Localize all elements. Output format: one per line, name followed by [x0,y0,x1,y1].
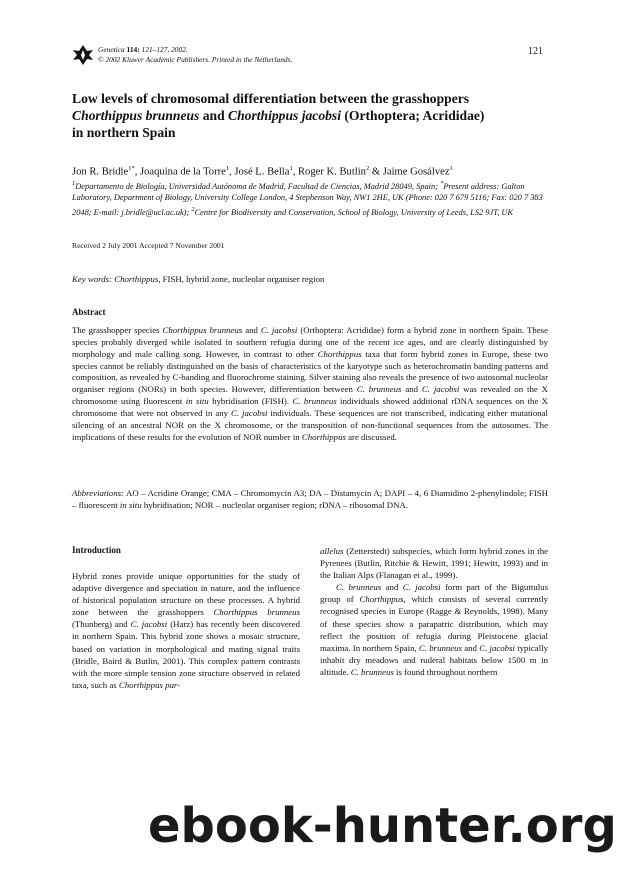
abstract-text: and [242,325,261,335]
introduction-heading: Introduction [72,545,121,555]
abstract-italic: Chorthippus brunneus [162,325,243,335]
abbreviations-label: Abbreviations: [72,488,124,498]
intro-italic: Chorthippus [359,594,404,605]
keywords [72,274,552,284]
abstract-text: individuals showed additional rDNA sequences on the X chromosome that were not observed in any [72,396,548,418]
author-5: & Jaime Gosálvez [369,166,450,178]
author-4-sup: 2 [365,165,370,172]
author-1: Jon R. Bridle [72,166,129,178]
abstract-italic: C. jacobsi [421,384,460,395]
intro-text: (Zetterstedt) subspecies, which form hybrid zones in the Pyrenees (Butlin, Ritchie & Hewitt, 1991; Hewitt, 1993) and in the Italian Alps (Flanagan et al., 1999). [320,546,548,581]
abstract-text: individuals. These sequences are not transcribed, indicating either mutational silencing of an ancestral NOR on the X chromosome, or the transposition of non-functional sequences from the autosomes. The implications of these results for the evolution of NOR number in [72,407,548,442]
watermark-text: ebook-hunter.org [148,798,617,854]
intro-italic-partial: Chorthippus par- [118,679,181,690]
abstract-text: are discussed. [345,431,397,442]
author-4: , Roger K. Butlin [292,166,366,178]
introduction-column-left [72,570,300,691]
abbreviations-text: AO – Acridine Orange; CMA – Chromomycin A3; DA – Distamycin A; DAPI – 4, 6 Diamidino 2-phenylindole; FISH – fluorescent [72,488,548,510]
abstract-italic: C. brunneus [356,384,402,395]
intro-italic: C. brunneus [418,642,462,653]
affil-1: Departamento de Biología, Universidad Autónoma de Madrid, Facultad de Ciencias, Madrid 28049, Spain; [75,181,438,191]
intro-italic: Chorthippus brunneus [213,607,301,618]
intro-italic: C. brunneus [350,666,394,677]
abstract-heading: Abstract [72,307,106,317]
author-1-sup: 1* [128,165,135,172]
journal-name: Genetica [98,45,125,54]
affiliations [72,178,552,218]
intro-italic: C. jacobsi [402,582,441,593]
intro-text: form part of the Biguttulus group of [320,582,548,605]
affil-2-sup: 2 [191,205,195,213]
intro-text: , which consists of several currently recognised species in Europe (Ragge & Reynolds, 1998). Many of these species show a parapatric distribution, which may reflect the position of refugia during Pleistocene glacial maxima. In northern Spain, [320,594,548,653]
publisher-logo-icon [72,44,94,66]
intro-italic: C. jacobsi [479,642,515,653]
abstract-text: was revealed on the X chromosome using fluorescent [72,384,548,407]
abstract-italic: Chorthippus [301,431,346,442]
intro-text: (Harz) has recently been discovered in northern Spain. This hybrid zone shows a mosaic structure, based on variation in morphological and mating signal traits (Bridle, Baird & Butlin, 2001). This complex pattern contrasts with the more simple tension zone structure observed in related taxa, such as [72,619,301,690]
abstract-text: (Orthoptera: Acrididae) form a hybrid zone in northern Spain. These species probably diverged while isolated in southern refugia during one of the recent ice ages, and are clearly distinguished by morphology and male calling song. However, in contrast to other [72,325,548,359]
intro-text: is found throughout northern [393,666,498,677]
intro-italic: C. brunneus [336,582,382,593]
intro-paragraph-1-continued [320,545,548,581]
intro-text: Hybrid zones provide unique opportunities for the study of adaptive divergence and speciation in nature, and the influence of historical population structure on these processes. A hybrid zone between the grasshoppers [72,571,300,618]
author-3-sup: 1 [289,165,293,172]
abstract-italic: Chorthippus [317,348,362,359]
title-line-1: Low levels of chromosomal differentiation between the grasshoppers [72,91,470,106]
title-line-2 [72,107,552,124]
abstract-text: and [401,384,422,395]
received-dates: Received 2 July 2001 Accepted 7 November 2001 [72,241,225,250]
author-3: , José L. Bella [229,166,290,178]
article-title [72,90,552,141]
title-and: and [199,108,229,123]
intro-text: (Thunberg) and [72,619,131,630]
intro-text: and [381,582,403,593]
affil-1-sup: 1 [72,180,76,187]
introduction-column-right [320,545,548,678]
keywords-label: Key words: [72,274,112,284]
keyword-1: Chorthippus [114,274,159,284]
title-order: (Orthoptera; Acrididae) [341,108,485,123]
intro-text: and [462,642,480,653]
intro-paragraph-2 [320,581,548,678]
abbreviations-text: hybridisation; NOR – nucleolar organiser region; rDNA – ribosomal DNA. [141,499,409,510]
abbreviations-italic: in situ [119,499,142,510]
intro-text: typically inhabit dry meadows and ruderal habitats below 1500 m in altitude. [320,642,548,677]
title-species-2: Chorthippus jacobsi [228,108,341,123]
abstract-italic: C. brunneus [292,396,337,407]
abstract-italic: C. jacobsi [231,407,268,418]
title-species-1: Chorthippus brunneus [72,108,200,123]
abstract-text: The grasshopper species [72,325,163,335]
page-number: 121 [528,46,543,57]
abbreviations [72,488,548,512]
abstract-text: hybridisation (FISH). [208,396,293,407]
affil-2: Centre for Biodiversity and Conservation, School of Biology, University of Leeds, LS2 9JT, UK [194,207,514,217]
keywords-rest: , FISH, hybrid zone, nucleolar organiser region [158,274,325,284]
title-line-3: in northern Spain [72,125,176,140]
author-list [72,162,552,179]
abstract-italic: in situ [185,396,209,407]
copyright-line: © 2002 Kluwer Academic Publishers. Printed in the Netherlands. [98,54,293,64]
author-2: , Joaquina de la Torre [134,166,226,178]
abstract-body [72,325,548,443]
affil-present-address: Present address: Galton Laboratory, Department of Biology, University College London, 4 Stephenson Way, NW1 2HE, UK (Phone: 020 7 679 5116; Fax: 020 7 383 2048; E-mail: j.bridle@ucl.ac.uk); [72,181,543,217]
journal-volume: 114: [126,45,140,54]
abstract-italic: C. jacobsi [260,325,298,335]
journal-header [98,45,292,64]
author-2-sup: 1 [225,165,230,172]
intro-italic: C. jacobsi [130,619,168,630]
author-5-sup: 1 [449,165,453,172]
abstract-text: taxa that form hybrid zones in Europe, these two species cannot be reliably distinguished on the basis of characteristics of the karyotype such as heterochromatin banding patterns and composition, as revealed by C-banding and fluorochrome staining. Silver staining also reveals the presence of two autosomal nucleolar organiser regions (NORs) in both species. However, differentiation between [72,348,549,395]
intro-paragraph-1 [72,570,300,691]
journal-pages: 121–127, 2002. [141,45,188,54]
affil-star-sup: * [440,180,444,187]
intro-italic-partial: allelus [320,546,344,556]
